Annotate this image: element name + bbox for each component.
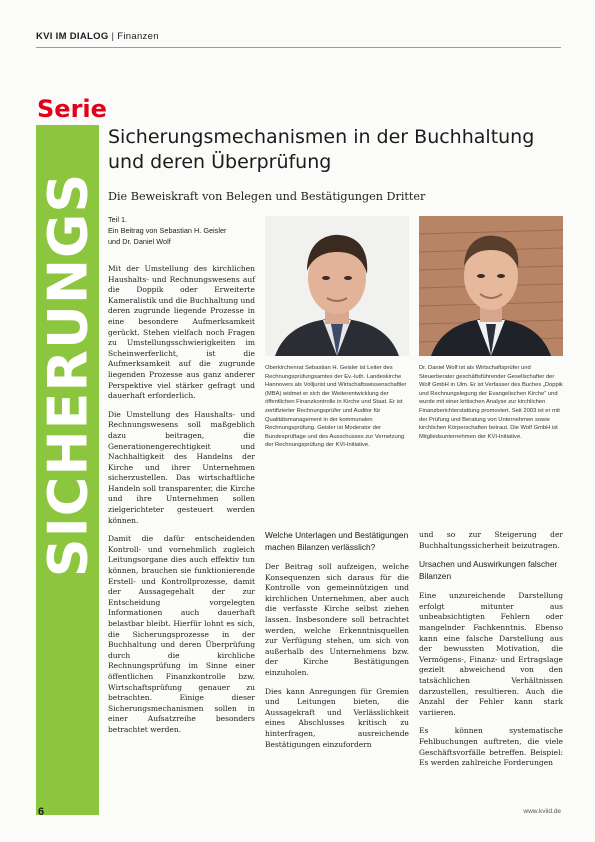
caption-geisler: Oberkirchenrat Sebastian H. Geisler ist Leiter des Rechnungsprüfungsamtes der Ev.-luth. Landeskirche Hannovers als Volljurist und Wirtschaftswissenschaftler (MBA) widmet er sich der Weiterentwicklung der öffentlichen Finanzkontrolle in Kirche und Staat. Er ist zertifizierter Rechnungsprüfer und Auditor für Qualitätsmanagement in der kommunalen Rechnungsprüfung. Geisler ist Moderator der Bundesprüftage und des Ausschusses zur Vernetzung der Rechnungsprüfung der KVI-Initiative.	[265, 365, 407, 449]
byline-line-1: Ein Beitrag von Sebastian H. Geisler	[108, 226, 227, 235]
paragraph: und so zur Steigerung der Buchhaltungssicherheit beizutragen.	[419, 530, 563, 550]
title-line-2: und deren Überprüfung	[108, 151, 332, 173]
section-name: Finanzen	[117, 31, 159, 42]
text-column-1	[108, 264, 255, 744]
vertical-word-box	[36, 125, 99, 625]
magazine-name: KVI IM DIALOG	[36, 31, 109, 42]
section-heading: Ursachen und Auswirkungen falscher Bilanzen	[419, 559, 558, 581]
portrait-geisler-image	[265, 216, 409, 356]
portrait-geisler	[265, 216, 409, 356]
byline	[108, 214, 260, 247]
portrait-wolf-image	[419, 216, 563, 356]
paragraph: Die Umstellung des Haushalts- und Rechnungswesens soll maßgeblich dazu beitragen, die Generationengerechtigkeit und Nachhaltigkeit des Handelns der Kirche und ihrer Unternehmen sicherzustellen. Das wirtschaftliche Handeln soll transparenter, die Kirche und ihre Unternehmen sollen zielgerichteter gesteuert werden können.	[108, 409, 255, 525]
text-column-2	[265, 530, 409, 758]
title-line-1: Sicherungsmechanismen in der Buchhaltung	[108, 126, 535, 148]
paragraph: Dies kann Anregungen für Gremien und Leitungen bieten, die Aussagekraft und Verlässlichkeit eines Abschlusses kritisch zu hinterfragen, ausreichende Bestätigungen einzufordern	[265, 686, 409, 749]
paragraph: Damit die dafür entscheidenden Kontroll- und vornehmlich zugleich Leitungsorgane dies auch effektiv tun können, brauchen sie funktionierende Erstell- und Kontrollprozesse, damit der Aussagegehalt der zur Entscheidung vorgelegten Informationen auch dauerhaft belastbar bleibt. Hierfür lohnt es sich, die Sicherungsprozesse in der Buchhaltung und deren Überprüfung durch die kirchliche Rechnungsprüfung im Sinne einer öffentlichen Finanzkontrolle bzw. Wirtschaftsprüfung genauer zu betrachten. Einige dieser Sicherungsmechanismen sollen in einer Aufsatzreihe besonders betrachtet werden.	[108, 534, 255, 734]
footer-url: www.kviid.de	[523, 808, 561, 815]
article-subtitle: Die Beweiskraft von Belegen und Bestätigungen Dritter	[108, 190, 426, 203]
paragraph: Mit der Umstellung des kirchlichen Haushalts- und Rechnungswesens auf die Doppik oder Erweiterte Kameralistik und die Buchhaltung und deren zugrunde liegende Prozesse in eine besondere Aufmerksamkeit gerückt. Stehen vielfach noch Fragen zu Umstellungsschwierigkeiten im Scheinwerferlicht, ist die Aufmerksamkeit auf die zugrunde liegenden Prozesse aus ganz anderer Perspektive viel stärker gefragt und dauerhaft erforderlich.	[108, 264, 255, 401]
page-number: 6	[38, 806, 45, 818]
caption-wolf: Dr. Daniel Wolf ist als Wirtschaftsprüfer und Steuerberater geschäftsführender Gesellschafter der Wolf GmbH in Ulm. Er ist Verfasser des Buches „Doppik und Rechnungslegung der Evangelischen Kirche“ und wurde mit einer kritischen Analyse zur kirchlichen Finanzberichterstattung promoviert. Seit 2003 ist er mit der Prüfung und Beratung von Unternehmen sowie kirchlichen Körperschaften betraut. Die Wolf GmbH ist Mitgliedsunternehmen der KVI-Initiative.	[419, 365, 563, 440]
paragraph: Der Beitrag soll aufzeigen, welche Konsequenzen sich daraus für die Kontrolle von gemeinnützigen und kirchlichen Unternehmen, aber auch die verfasste Kirche selbst ziehen lassen. Insbesondere soll betrachtet werden, welche Erkenntnisquellen zur Verfügung stehen, um sich von außerhalb des Unternehmens bzw. der Kirche Bestätigungen einzuholen.	[265, 562, 409, 677]
running-header	[36, 31, 159, 42]
portrait-wolf	[419, 216, 563, 356]
header-rule	[36, 47, 561, 48]
vertical-word: SICHERUNGS	[36, 172, 99, 578]
paragraph: Eine unzureichende Darstellung erfolgt mitunter aus unbeabsichtigten Fehlern oder mangelnder Fachkenntnis. Ebenso kann eine falsche Darstellung aus der bewussten Motivation, die Vermögens-, Finanz- und Ertragslage gezielt abweichend von den tatsächlichen Verhältnissen darzustellen, resultieren. Auch die Anzahl der Fehler kann stark variieren.	[419, 591, 563, 717]
section-heading: Welche Unterlagen und Bestätigungen machen Bilanzen verlässlich?	[265, 530, 409, 552]
byline-line-2: und Dr. Daniel Wolf	[108, 237, 171, 246]
text-column-3	[419, 530, 563, 777]
article-title	[108, 125, 568, 175]
header-separator: |	[111, 31, 115, 42]
series-label: Serie	[37, 95, 107, 123]
paragraph: Es können systematische Fehlbuchungen auftreten, die viele Geschäftsvorfälle betreffen. Beispiel: Es werden zahlreiche Forderungen	[419, 726, 563, 768]
part-label: Teil 1.	[108, 215, 128, 224]
